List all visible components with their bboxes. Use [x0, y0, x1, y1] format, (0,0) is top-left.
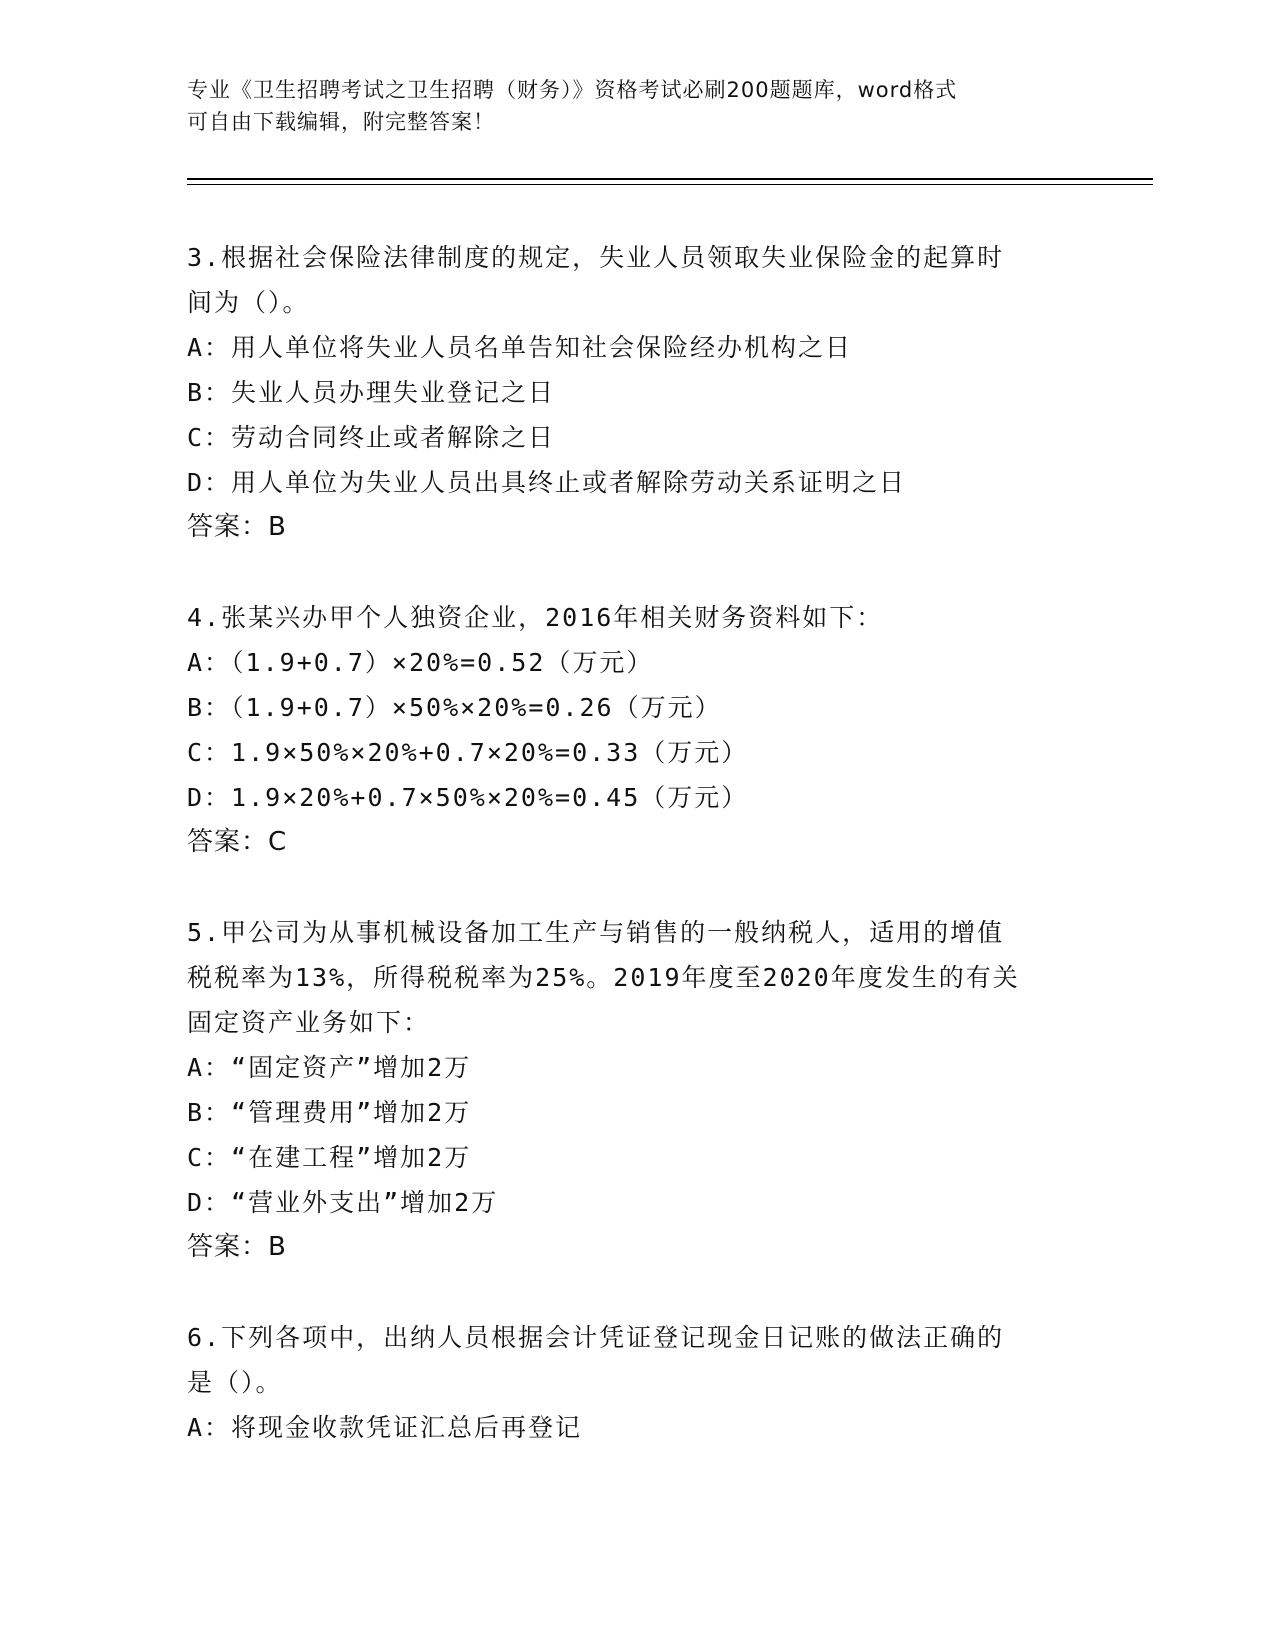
- spacer: [187, 865, 1067, 910]
- option-d: D：1.9×20%+0.7×50%×20%=0.45（万元）: [187, 783, 749, 812]
- option-a: A：将现金收款凭证汇总后再登记: [187, 1413, 583, 1442]
- option-b: B：失业人员办理失业登记之日: [187, 378, 556, 407]
- header-rule-thick: [187, 178, 1153, 180]
- option-c: C：劳动合同终止或者解除之日: [187, 423, 556, 452]
- question-stem-line: 6.下列各项中，出纳人员根据会计凭证登记现金日记账的做法正确的: [187, 1323, 1005, 1352]
- question-5: [187, 910, 1067, 1270]
- option-b: B：“管理费用”增加2万: [187, 1098, 472, 1127]
- question-stem-line: 是（）。: [187, 1368, 283, 1397]
- option-c: C：1.9×50%×20%+0.7×20%=0.33（万元）: [187, 738, 749, 767]
- spacer: [187, 1270, 1067, 1315]
- question-stem-line: 3.根据社会保险法律制度的规定，失业人员领取失业保险金的起算时: [187, 243, 1005, 272]
- question-stem-line: 固定资产业务如下：: [187, 1008, 431, 1037]
- option-d: D：用人单位为失业人员出具终止或者解除劳动关系证明之日: [187, 468, 907, 497]
- question-3: [187, 235, 1067, 550]
- question-4: [187, 595, 1067, 865]
- header-rule-thin: [187, 184, 1153, 185]
- option-b: B：（1.9+0.7）×50%×20%=0.26（万元）: [187, 693, 722, 722]
- question-stem-line: 4.张某兴办甲个人独资企业，2016年相关财务资料如下：: [187, 603, 884, 632]
- answer: 答案：B: [187, 512, 287, 542]
- document-header: [187, 74, 1067, 138]
- question-stem-line: 税税率为13%，所得税税率为25%。2019年度至2020年度发生的有关: [187, 963, 1020, 992]
- question-stem-line: 5.甲公司为从事机械设备加工生产与销售的一般纳税人，适用的增值: [187, 918, 1005, 947]
- question-stem-line: 间为（）。: [187, 288, 310, 317]
- option-c: C：“在建工程”增加2万: [187, 1143, 472, 1172]
- answer: 答案：B: [187, 1232, 287, 1262]
- option-a: A：（1.9+0.7）×20%=0.52（万元）: [187, 648, 654, 677]
- header-line-2: 可自由下载编辑，附完整答案！: [187, 110, 495, 134]
- question-list: [187, 235, 1067, 1450]
- option-a: A：“固定资产”增加2万: [187, 1053, 472, 1082]
- answer: 答案：C: [187, 827, 288, 857]
- header-line-1: 专业《卫生招聘考试之卫生招聘（财务）》资格考试必刷200题题库，word格式: [187, 78, 958, 102]
- question-6: [187, 1315, 1067, 1450]
- option-a: A：用人单位将失业人员名单告知社会保险经办机构之日: [187, 333, 853, 362]
- spacer: [187, 550, 1067, 595]
- option-d: D：“营业外支出”增加2万: [187, 1188, 499, 1217]
